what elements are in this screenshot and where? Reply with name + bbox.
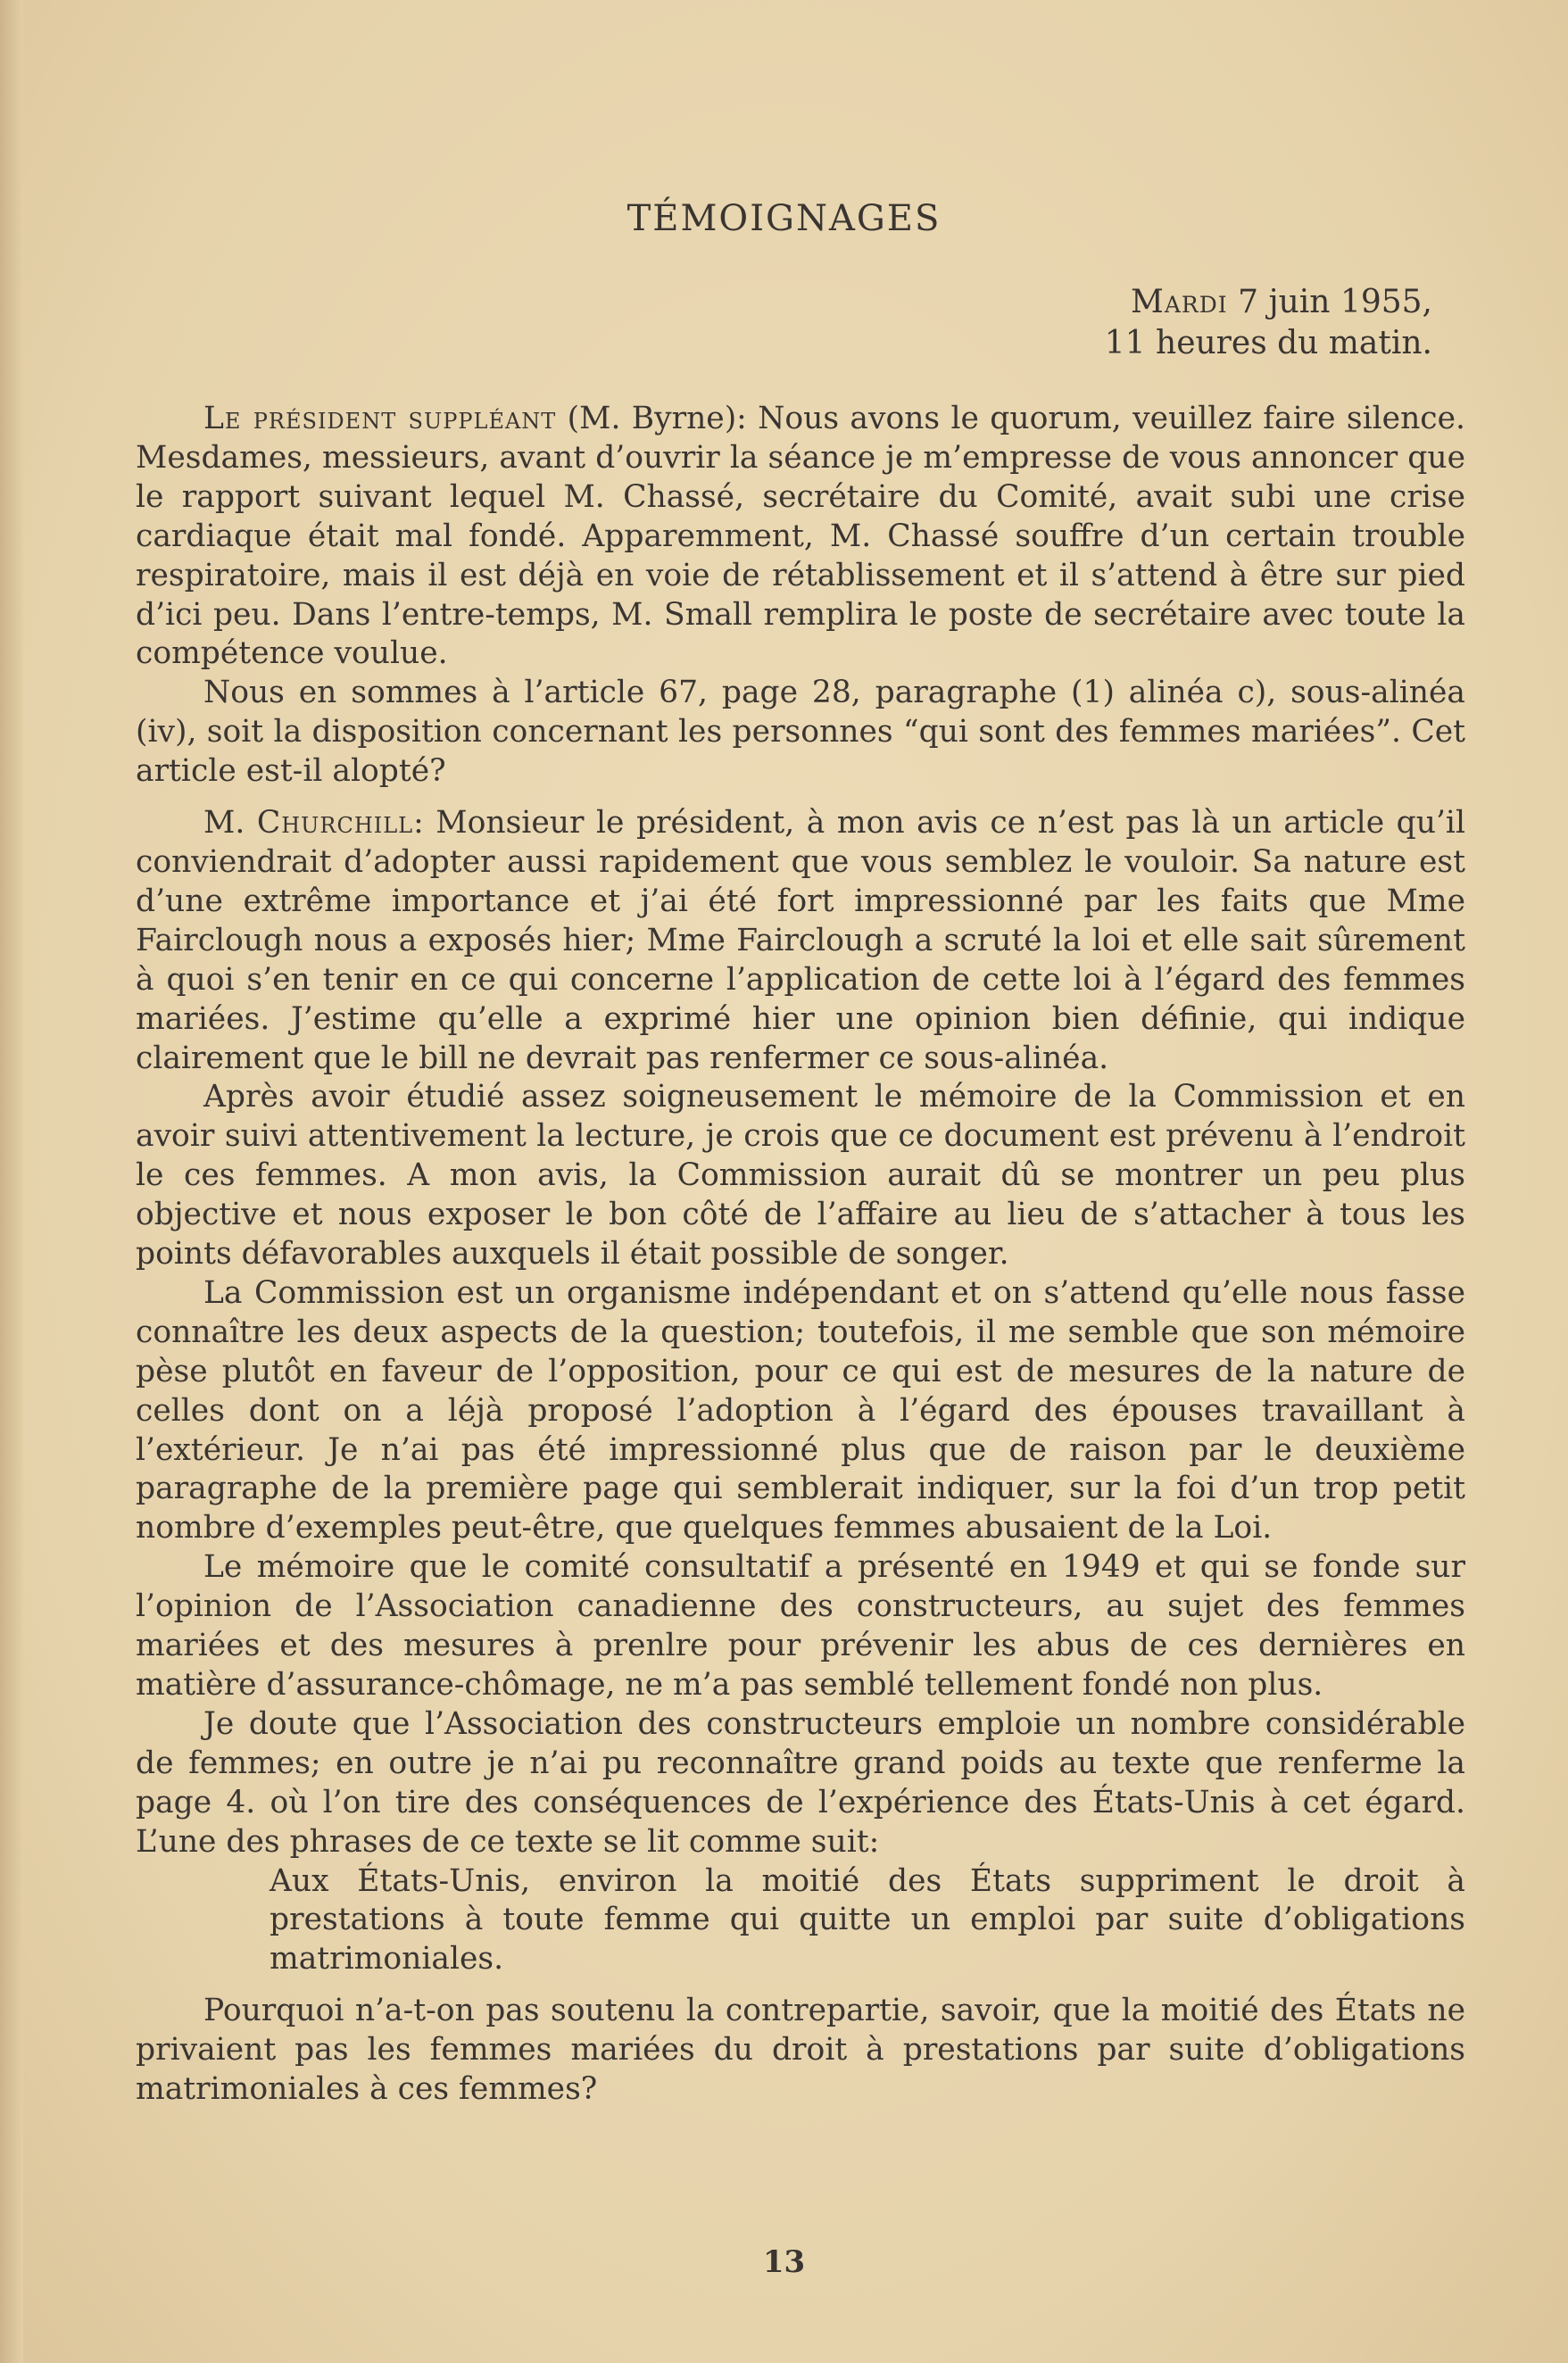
document-body [136, 400, 1465, 2110]
page-edge [0, 0, 23, 2363]
dateline-time: 11 heures du matin. [1104, 325, 1432, 361]
dateline-date: 7 juin 1955, [1227, 284, 1432, 320]
paragraph-7: Je doute que l’Association des constructeurs emploie un nombre considérable de femmes; en outre je n’ai pu reconnaître grand poids au texte que renferme la page 4. où l’on tire des conséquences de l’expérience des États-Unis à cet égard. L’une des phrases de ce texte se lit comme suit: [136, 1705, 1465, 1860]
dateline [1105, 282, 1432, 364]
paragraph-6: Le mémoire que le comité consultatif a présenté en 1949 et qui se fonde sur l’opinion de l’Association canadienne des constructeurs, au sujet des femmes mariées et des mesures à prenlre pour prévenir les abus de ces dernières en matière d’assurance-chômage, ne m’a pas semblé tellement fondé non plus. [136, 1549, 1465, 1703]
dateline-day: Mardi [1130, 284, 1228, 320]
paragraph-1 [136, 400, 1465, 674]
speaker-prefix: M. [203, 805, 257, 842]
paragraph-4: Après avoir étudié assez soigneusement le mémoire de la Commission et en avoir suivi attentivement la lecture, je crois que ce document est prévenu à l’endroit le ces femmes. A mon avis, la Commission aurait dû se montrer un peu plus objective et nous exposer le bon côté de l’affaire au lieu de s’attacher à tous les points défavorables auxquels il était possible de songer. [136, 1079, 1465, 1273]
page-title: TÉMOIGNAGES [626, 198, 942, 239]
speaker-name: Churchill [256, 805, 414, 842]
block-quote: Aux États-Unis, environ la moitié des États suppriment le droit à prestations à toute femme qui quitte un emploi par suite d’obligations matrimoniales. [270, 1862, 1465, 1977]
paragraph-3 [136, 804, 1465, 1078]
paragraph-text: (M. Byrne): Nous avons le quorum, veuillez faire silence. Mesdames, messieurs, avant d’ouvrir la séance je m’empresse de vous annoncer que le rapport suivant lequel M. Chassé, secrétaire du Comité, avait subi une crise cardiaque était mal fondé. Apparemment, M. Chassé souffre d’un certain trouble respiratoire, mais il est déjà en voie de rétablissement et il s’attend à être sur pied d’ici peu. Dans l’entre-temps, M. Small remplira le poste de secrétaire avec toute la compétence voulue. [136, 401, 1465, 672]
paragraph-5: La Commission est un organisme indépendant et on s’attend qu’elle nous fasse connaître les deux aspects de la question; toutefois, il me semble que son mémoire pèse plutôt en faveur de l’opposition, pour ce qui est de mesures de la nature de celles dont on a léjà proposé l’adoption à l’égard des épouses travaillant à l’extérieur. Je n’ai pas été impressionné plus que de raison par le deuxième paragraphe de la première page qui semblerait indiquer, sur la foi d’un trop petit nombre d’exemples peut-être, que quelques femmes abusaient de la Loi. [136, 1274, 1465, 1546]
paragraph-8: Pourquoi n’a-t-on pas soutenu la contrepartie, savoir, que la moitié des États ne privaient pas les femmes mariées du droit à prestations par suite d’obligations matrimoniales à ces femmes? [136, 1993, 1465, 2108]
speaker-name: Le président suppléant [203, 401, 557, 436]
paragraph-2: Nous en sommes à l’article 67, page 28, paragraphe (1) alinéa c), sous-alinéa (iv), soit la disposition concernant les personnes “qui sont des femmes mariées”. Cet article est-il alopté? [136, 675, 1465, 790]
page-number: 13 [762, 2244, 806, 2280]
paragraph-text: : Monsieur le président, à mon avis ce n’est pas là un article qu’il conviendrait d’adopter aussi rapidement que vous semblez le vouloir. Sa nature est d’une extrême importance et j’ai été fort impressionné par les faits que Mme Fairclough nous a exposés hier; Mme Fairclough a scruté la loi et elle sait sûrement à quoi s’en tenir en ce qui concerne l’application de cette loi à l’égard des femmes mariées. J’estime qu’elle a exprimé hier une opinion bien définie, qui indique clairement que le bill ne devrait pas renfermer ce sous-alinéa. [136, 805, 1465, 1076]
dateline-date-line [1105, 282, 1432, 323]
